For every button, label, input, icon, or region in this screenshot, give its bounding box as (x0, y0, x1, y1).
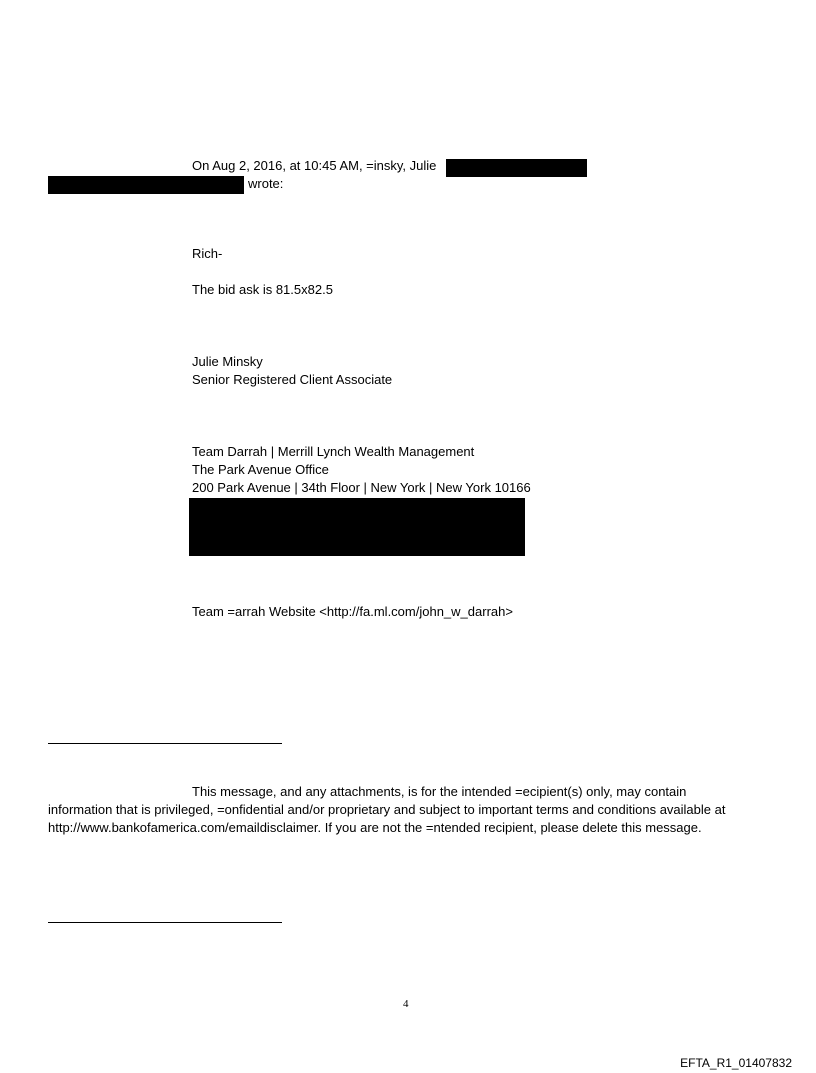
redaction-box (48, 176, 244, 194)
email-body: The bid ask is 81.5x82.5 (192, 282, 333, 297)
email-greeting: Rich- (192, 246, 223, 261)
divider (48, 922, 282, 923)
disclaimer-line: http://www.bankofamerica.com/emaildisclaimer. If you are not the =ntended recipient, please delete this message. (48, 820, 702, 835)
disclaimer-line: information that is privileged, =onfidential and/or proprietary and subject to important terms and conditions available at (48, 802, 726, 817)
email-header-line: On Aug 2, 2016, at 10:45 AM, =insky, Julie (192, 158, 437, 173)
signature-address: 200 Park Avenue | 34th Floor | New York | New York 10166 (192, 480, 531, 495)
email-header-wrote: wrote: (248, 176, 284, 191)
bates-number: EFTA_R1_01407832 (680, 1056, 792, 1070)
page-number: 4 (403, 998, 409, 1010)
signature-title: Senior Registered Client Associate (192, 372, 393, 387)
signature-name: Julie Minsky (192, 354, 263, 369)
redaction-box (189, 498, 525, 556)
disclaimer-line: This message, and any attachments, is for the intended =ecipient(s) only, may contain (192, 784, 687, 799)
signature-website: Team =arrah Website <http://fa.ml.com/john_w_darrah> (192, 604, 513, 619)
signature-team: Team Darrah | Merrill Lynch Wealth Management (192, 444, 475, 459)
redaction-box (446, 159, 587, 177)
divider (48, 743, 282, 744)
signature-office: The Park Avenue Office (192, 462, 329, 477)
